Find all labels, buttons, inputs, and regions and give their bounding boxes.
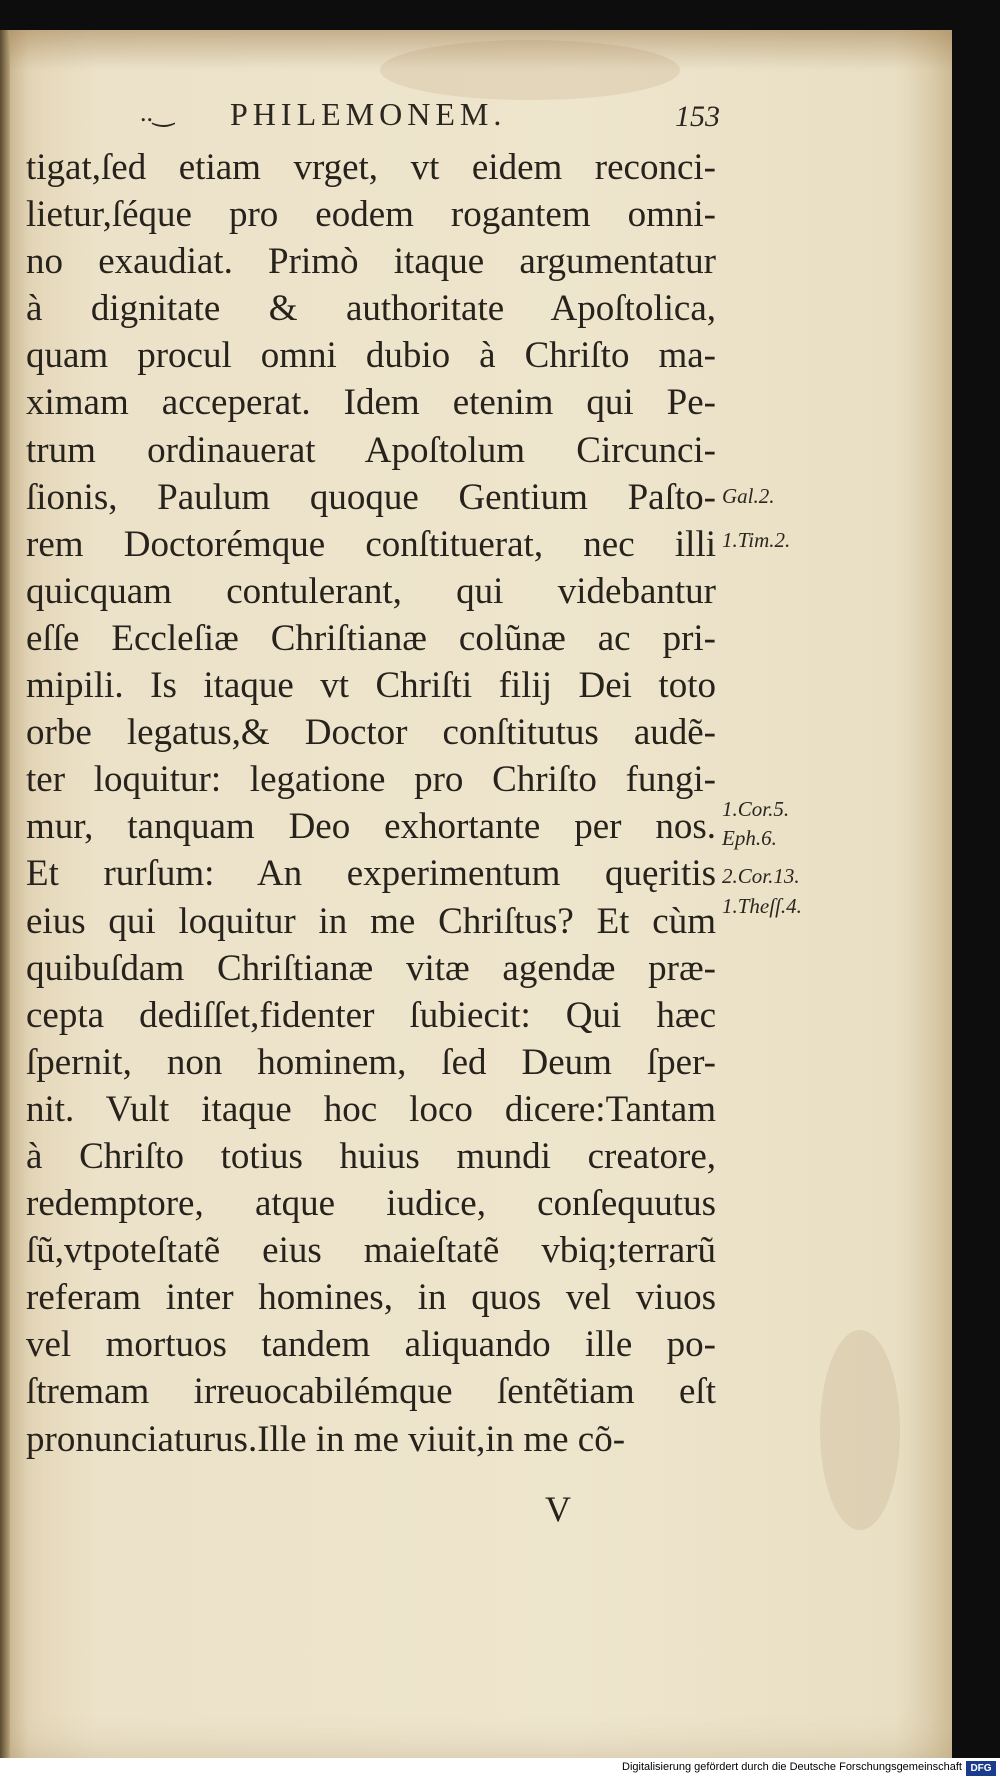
running-title: PHILEMONEM. [230, 96, 507, 132]
text-line: rem Doctorémque conſtituerat, nec illi [26, 523, 716, 565]
page-stain [820, 1330, 900, 1530]
page-header [140, 96, 720, 136]
text-line: mur, tanquam Deo exhortante per nos. [26, 806, 716, 848]
marginal-note-thess: 1.Theſſ.4. [722, 894, 802, 918]
text-line: redemptore, atque iudice, conſequutus [26, 1183, 716, 1225]
text-line: cepta dediſſet,fidenter ſubiecit: Qui hæc [26, 994, 716, 1036]
text-line: quicquam contulerant, qui videbantur [26, 570, 716, 612]
text-line: ſpernit, non hominem, ſed Deum ſper- [26, 1041, 716, 1083]
text-line: Et rurſum: An experimentum quęritis [26, 853, 716, 895]
marginal-note-tim: 1.Tim.2. [722, 528, 791, 552]
text-line: eius qui loquitur in me Chriſtus? Et cùm [26, 900, 716, 942]
dfg-logo: DFG [966, 1761, 996, 1776]
page-number: 153 [675, 100, 720, 133]
text-line: referam inter homines, in quos vel viuos [26, 1277, 716, 1319]
page-stain [380, 40, 680, 100]
text-line: ſionis, Paulum quoque Gentium Paſto- [26, 476, 716, 518]
text-line: nit. Vult itaque hoc loco dicere:Tantam [26, 1088, 716, 1130]
text-line: quam procul omni dubio à Chriſto ma- [26, 335, 716, 377]
text-line: pronunciaturus.Ille in me viuit,in me cõ- [26, 1418, 626, 1460]
main-text-block [26, 144, 716, 1463]
text-line: à dignitate & authoritate Apoſtolica, [26, 288, 716, 330]
text-line: lietur,ſéque pro eodem rogantem omni- [26, 194, 716, 236]
text-line: ſũ,vtpoteſtatẽ eius maieſtatẽ vbiq;terrarũ [26, 1230, 716, 1272]
marginal-note-gal: Gal.2. [722, 484, 775, 508]
book-spine-edge [0, 30, 10, 1758]
text-line: vel mortuos tandem aliquando ille po- [26, 1324, 716, 1366]
marginal-note-cor5: 1.Cor.5. [722, 797, 790, 821]
marginal-note-cor13: 2.Cor.13. [722, 864, 800, 888]
text-line: orbe legatus,& Doctor conſtitutus audẽ- [26, 712, 716, 754]
text-line: ſtremam irreuocabilémque ſentẽtiam eſt [26, 1371, 716, 1413]
text-line: tigat,ſed etiam vrget, vt eidem reconci- [26, 147, 716, 188]
text-line: ximam acceperat. Idem etenim qui Pe- [26, 382, 716, 424]
signature-mark: V [545, 1489, 571, 1529]
text-line: ter loquitur: legatione pro Chriſto fungi- [26, 759, 716, 801]
text-line: quibuſdam Chriſtianæ vitæ agendæ præ- [26, 947, 716, 989]
footer-bar [0, 1758, 1000, 1780]
text-line: no exaudiat. Primò itaque argumentatur [26, 241, 716, 283]
text-line: à Chriſto totius huius mundi creatore, [26, 1135, 716, 1177]
text-line: eſſe Eccleſiæ Chriſtianæ colũnæ ac pri- [26, 617, 716, 659]
funding-credit: Digitalisierung gefördert durch die Deutsche Forschungsgemeinschaft [622, 1761, 962, 1773]
header-ornament: ..‿ [140, 98, 174, 127]
text-line: trum ordinauerat Apoſtolum Circunci- [26, 429, 716, 471]
text-line: mipili. Is itaque vt Chriſti filij Dei toto [26, 665, 716, 707]
marginal-note-eph: Eph.6. [722, 826, 777, 850]
